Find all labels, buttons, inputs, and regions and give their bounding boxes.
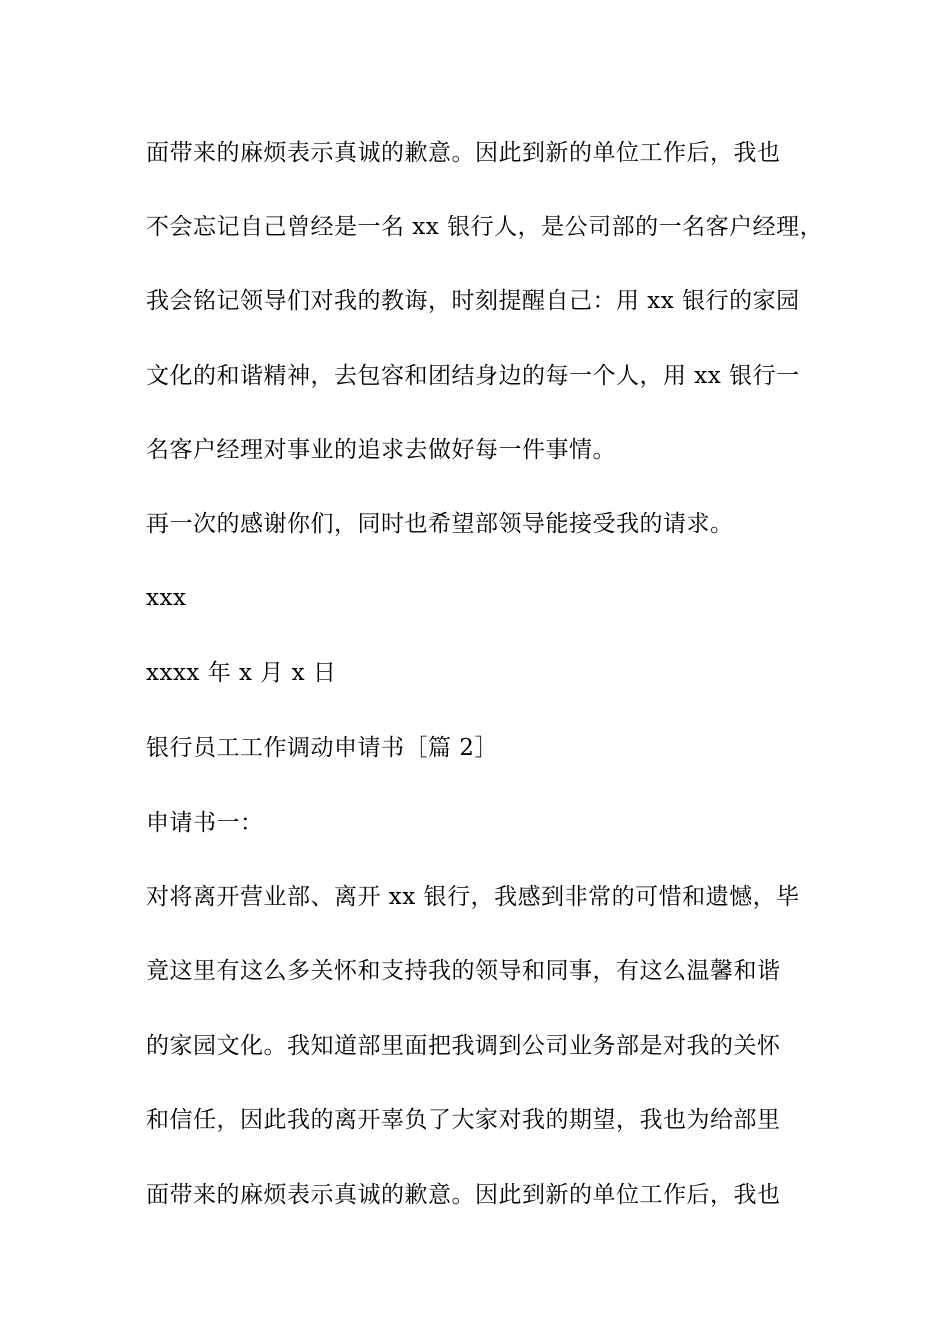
paragraph-line: 面带来的麻烦表示真诚的歉意。因此到新的单位工作后，我也 <box>146 1182 781 1208</box>
paragraph-line: 面带来的麻烦表示真诚的歉意。因此到新的单位工作后，我也 <box>146 140 781 166</box>
signature-name: xxx <box>146 585 187 611</box>
section-heading: 银行员工工作调动申请书［篇 2］ <box>146 735 498 761</box>
paragraph-line: 再一次的感谢你们，同时也希望部领导能接受我的请求。 <box>146 511 734 537</box>
paragraph-line: 文化的和谐精神，去包容和团结身边的每一个人，用 xx 银行一 <box>146 363 800 389</box>
paragraph-line: 我会铭记领导们对我的教诲，时刻提醒自己：用 xx 银行的家园 <box>146 288 800 314</box>
paragraph-line: 名客户经理对事业的追求去做好每一件事情。 <box>146 437 616 463</box>
paragraph-line: 对将离开营业部、离开 xx 银行，我感到非常的可惜和遗憾，毕 <box>146 884 800 910</box>
paragraph-line: 不会忘记自己曾经是一名 xx 银行人，是公司部的一名客户经理， <box>146 214 824 240</box>
signature-date: xxxx 年 x 月 x 日 <box>146 660 337 686</box>
subheading: 申请书一： <box>146 810 264 836</box>
paragraph-line: 的家园文化。我知道部里面把我调到公司业务部是对我的关怀 <box>146 1033 781 1059</box>
paragraph-line: 和信任，因此我的离开辜负了大家对我的期望，我也为给部里 <box>146 1107 781 1133</box>
paragraph-line: 竟这里有这么多关怀和支持我的领导和同事，有这么温馨和谐 <box>146 958 781 984</box>
